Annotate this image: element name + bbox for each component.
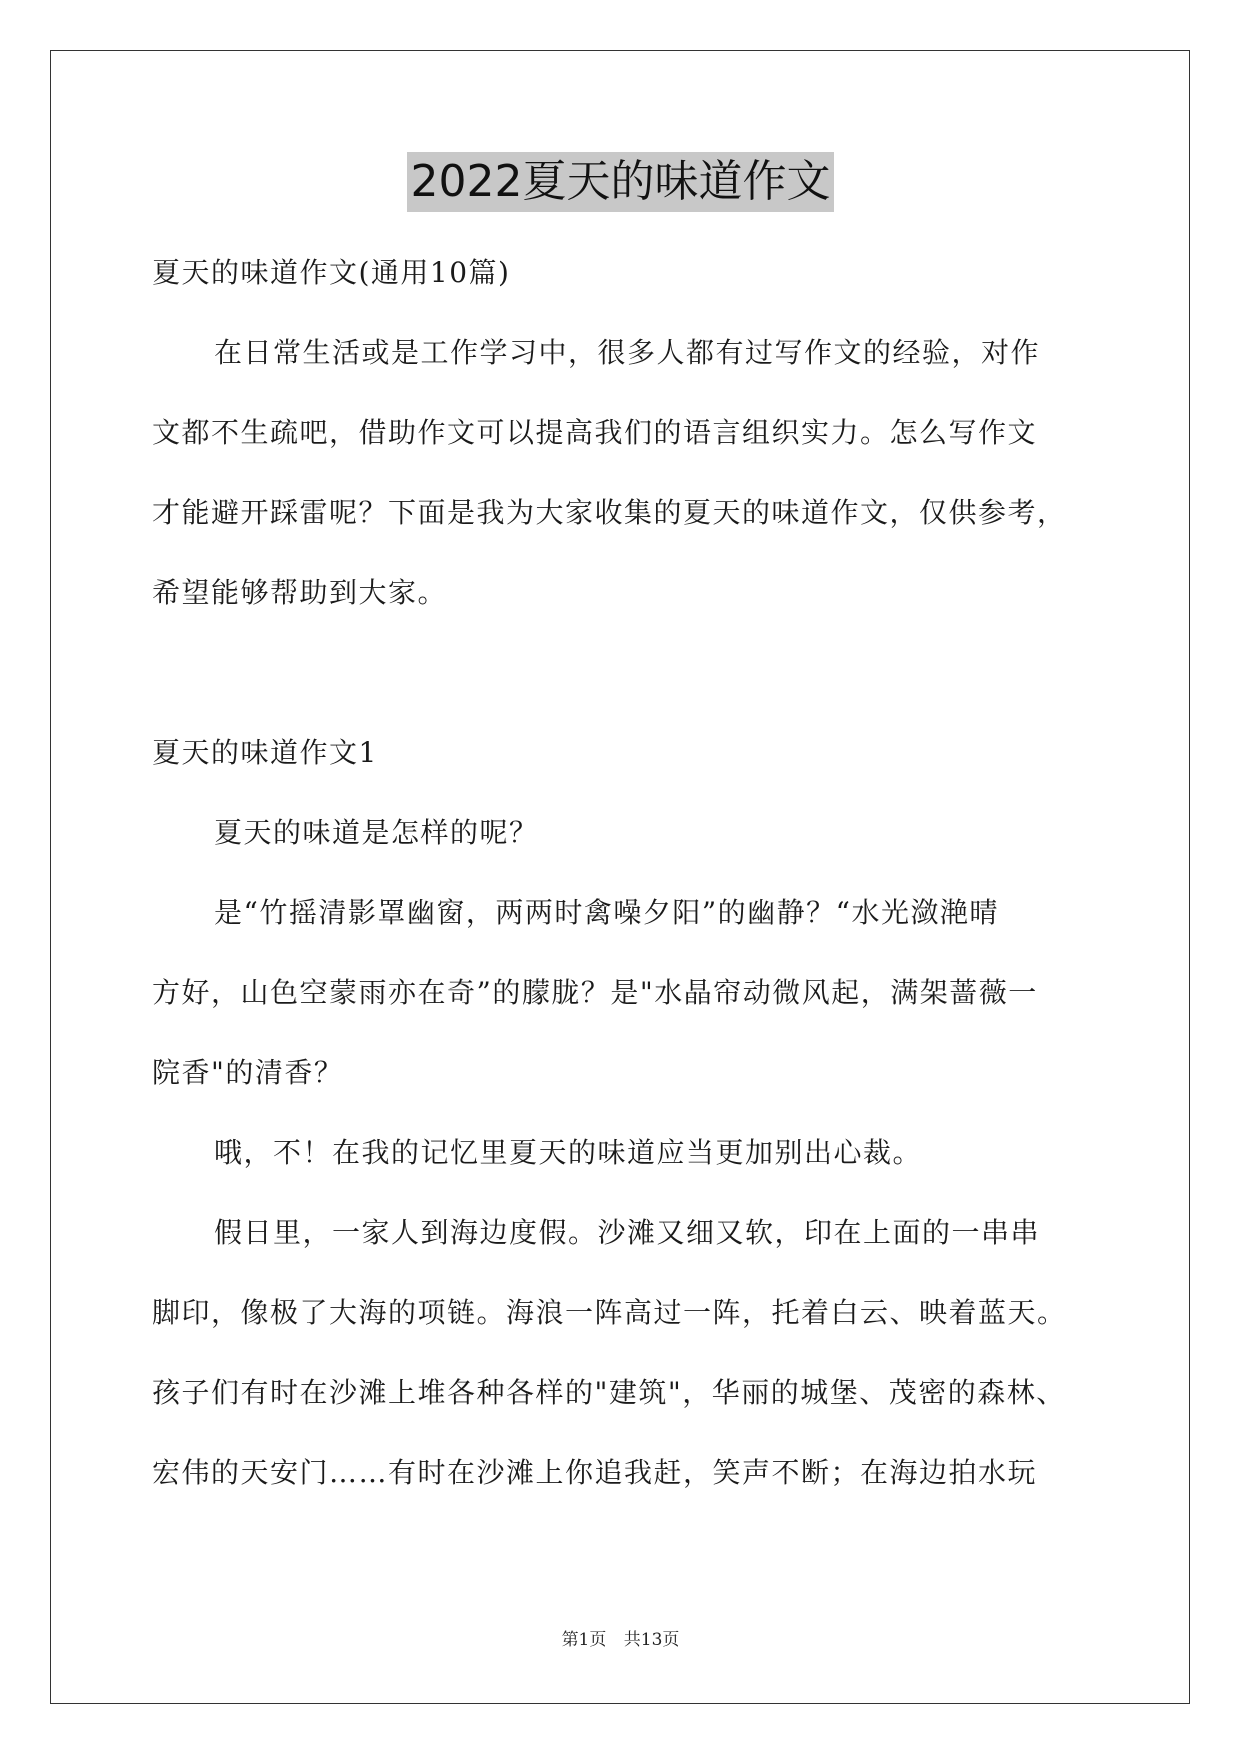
paragraph-line: 假日里，一家人到海边度假。沙滩又细又软，印在上面的一串串 (214, 1216, 1041, 1249)
document-title: 2022夏天的味道作文 (407, 152, 835, 212)
paragraph-line: 脚印，像极了大海的项链。海浪一阵高过一阵，托着白云、映着蓝天。 (152, 1296, 1067, 1329)
paragraph-line: 是“竹摇清影罩幽窗，两两时禽噪夕阳”的幽静？“水光潋滟晴 (214, 896, 999, 929)
paragraph-line: 哦，不！在我的记忆里夏天的味道应当更加别出心裁。 (214, 1136, 923, 1169)
document-subtitle: 夏天的味道作文(通用10篇) (152, 256, 511, 289)
blank-line (152, 633, 1092, 713)
page-number: 第1页 (561, 1630, 607, 1650)
paragraph-line: 院香"的清香？ (152, 1056, 344, 1089)
paragraph-line: 方好，山色空蒙雨亦在奇”的朦胧？是"水晶帘动微风起，满架蔷薇一 (152, 976, 1038, 1009)
page-total: 共13页 (623, 1630, 680, 1650)
intro-line: 文都不生疏吧，借助作文可以提高我们的语言组织实力。怎么写作文 (152, 416, 1038, 449)
intro-line: 希望能够帮助到大家。 (152, 576, 448, 609)
section-heading: 夏天的味道作文1 (152, 736, 378, 769)
paragraph-line: 夏天的味道是怎样的呢？ (214, 816, 539, 849)
intro-line: 才能避开踩雷呢？下面是我为大家收集的夏天的味道作文，仅供参考， (152, 496, 1067, 529)
paragraph-line: 宏伟的天安门……有时在沙滩上你追我赶，笑声不断；在海边拍水玩 (152, 1456, 1038, 1489)
title-wrapper (0, 152, 1241, 212)
document-body (152, 233, 1092, 1513)
page-footer (0, 1625, 1241, 1650)
paragraph-line: 孩子们有时在沙滩上堆各种各样的"建筑"，华丽的城堡、茂密的森林、 (152, 1376, 1066, 1409)
intro-line: 在日常生活或是工作学习中，很多人都有过写作文的经验，对作 (214, 336, 1041, 369)
